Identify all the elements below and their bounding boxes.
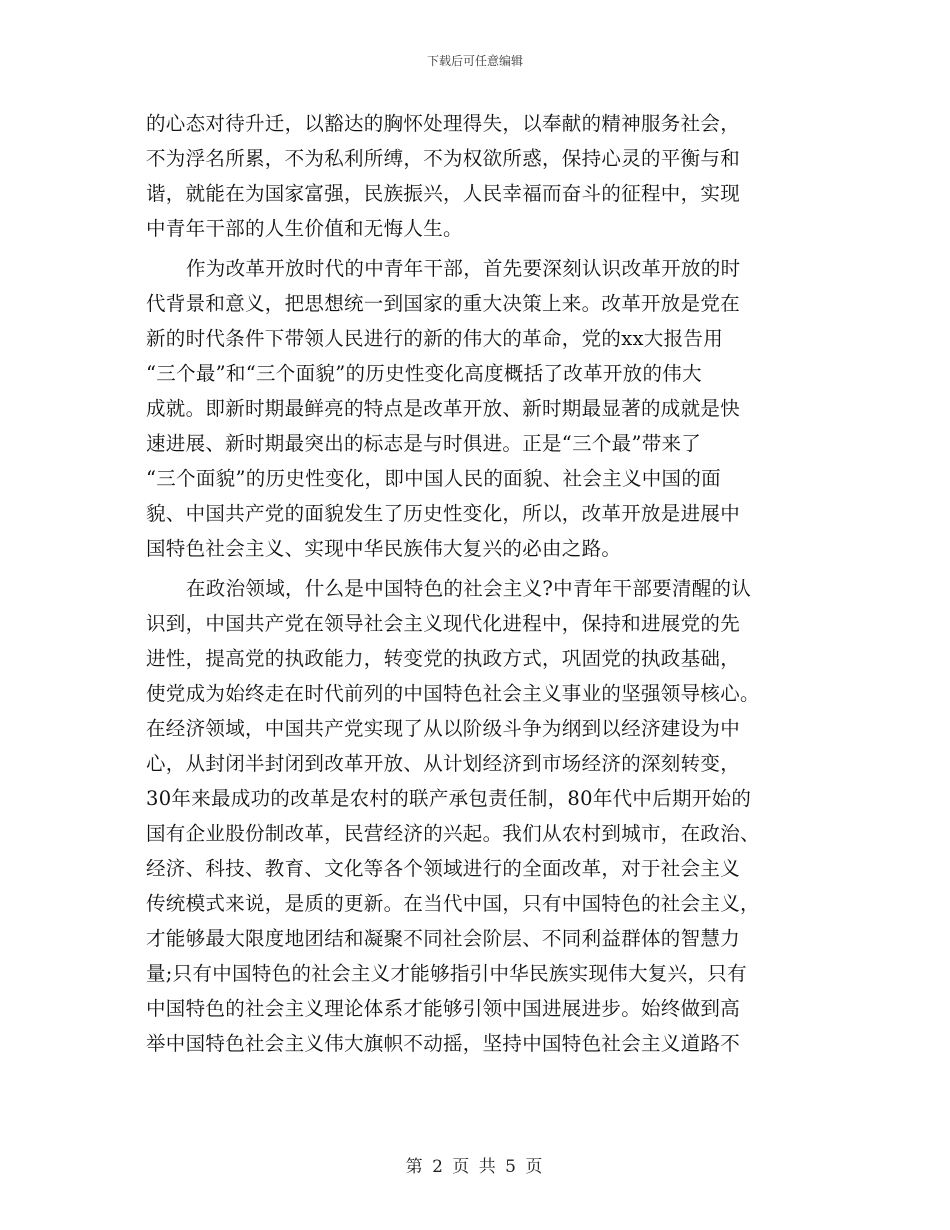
page-number: 第 2 页 共 5 页 (405, 1157, 545, 1177)
text-line: 量;只有中国特色的社会主义才能够指引中华民族实现伟大复兴，只有 (146, 962, 747, 985)
text-line: 代背景和意义，把思想统一到国家的重大决策上来。改革开放是党在 (146, 292, 741, 315)
text-line: 谐，就能在为国家富强，民族振兴，人民幸福而奋斗的征程中，实现 (146, 182, 741, 205)
text-line: 新的时代条件下带领人民进行的新的伟大的革命，党的xx大报告用 (146, 327, 723, 350)
page-header-note: 下载后可任意编辑 (426, 54, 523, 68)
text-line: 不为浮名所累，不为私利所缚，不为权欲所惑，保持心灵的平衡与和 (146, 147, 741, 170)
paragraph (146, 251, 806, 566)
paragraph (146, 571, 806, 1061)
text-line: 中青年干部的人生价值和无悔人生。 (146, 217, 463, 240)
text-line: “三个面貌”的历史性变化，即中国人民的面貌、社会主义中国的面 (146, 467, 721, 490)
text-line: 的心态对待升迁，以豁达的胸怀处理得失，以奉献的精神服务社会， (146, 112, 741, 135)
text-line: 成就。即新时期最鲜亮的特点是改革开放、新时期最显著的成就是快 (146, 397, 741, 420)
text-line: 国有企业股份制改革，民营经济的兴起。我们从农村到城市，在政治、 (146, 822, 760, 845)
text-line: 30年来最成功的改革是农村的联产承包责任制，80年代中后期开始的 (146, 787, 752, 810)
text-line: 貌、中国共产党的面貌发生了历史性变化，所以，改革开放是进展中 (146, 502, 741, 525)
text-line: 经济、科技、教育、文化等各个领域进行的全面改革，对于社会主义 (146, 857, 741, 880)
text-line: 传统模式来说，是质的更新。在当代中国，只有中国特色的社会主义， (146, 892, 760, 915)
text-line: “三个最”和“三个面貌”的历史性变化高度概括了改革开放的伟大 (146, 362, 702, 385)
text-line: 中国特色的社会主义理论体系才能够引领中国进展进步。始终做到高 (146, 997, 741, 1020)
text-line: 才能够最大限度地团结和凝聚不同社会阶层、不同利益群体的智慧力 (146, 927, 741, 950)
text-line: 速进展、新时期最突出的标志是与时俱进。正是“三个最”带来了 (146, 432, 702, 455)
text-line: 在政治领域，什么是中国特色的社会主义?中青年干部要清醒的认 (186, 577, 752, 600)
text-line: 国特色社会主义、实现中华民族伟大复兴的必由之路。 (146, 537, 622, 560)
text-line: 心，从封闭半封闭到改革开放、从计划经济到市场经济的深刻转变， (146, 752, 741, 775)
paragraph (146, 106, 806, 246)
document-body (146, 106, 806, 1061)
text-line: 使党成为始终走在时代前列的中国特色社会主义事业的坚强领导核心。 (146, 682, 760, 705)
text-line: 作为改革开放时代的中青年干部，首先要深刻认识改革开放的时 (186, 257, 741, 280)
text-line: 举中国特色社会主义伟大旗帜不动摇，坚持中国特色社会主义道路不 (146, 1032, 741, 1055)
text-line: 在经济领域，中国共产党实现了从以阶级斗争为纲到以经济建设为中 (146, 717, 741, 740)
text-line: 进性，提高党的执政能力，转变党的执政方式，巩固党的执政基础， (146, 647, 741, 670)
text-line: 识到，中国共产党在领导社会主义现代化进程中，保持和进展党的先 (146, 612, 741, 635)
